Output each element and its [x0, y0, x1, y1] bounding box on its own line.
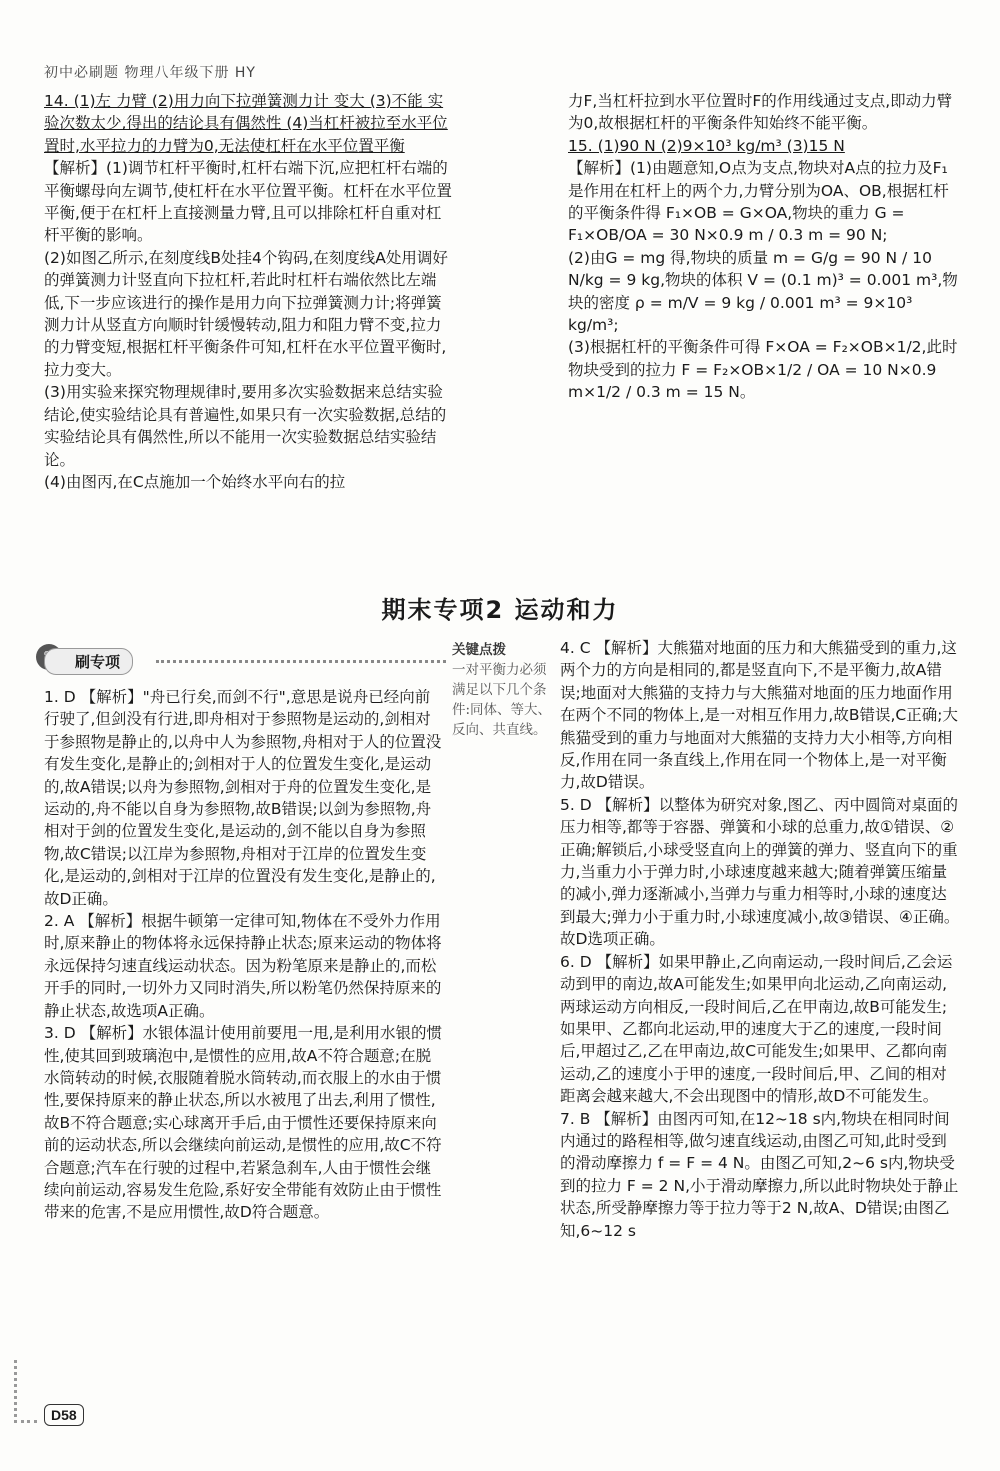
key-point-text: 一对平衡力必须满足以下几个条件:同体、等大、反向、共直线。: [452, 662, 552, 738]
answer-4: 4. C 【解析】大熊猫对地面的压力和大熊猫受到的重力,这两个力的方向是相同的,都是竖直向下,不是平衡力,故A错误;地面对大熊猫的支持力与大熊猫对地面的压力地面作用在两个不同的物体上,是一对相互作用力,故B错误,C正确;大熊猫受到的重力与地面对大熊猫的支持力大小相等,方向相反,作用在同一条直线上,作用在同一个物体上,是一对平衡力,故D错误。: [560, 639, 958, 792]
answer-15: 15. (1)90 N (2)9×10³ kg/m³ (3)15 N: [568, 136, 845, 155]
running-header: 初中必刷题 物理八年级下册 HY: [44, 65, 256, 81]
analysis-15-1: 【解析】(1)由题意知,O点为支点,物块对A点的拉力及F₁是作用在杠杆上的两个力,力臂分别为OA、OB,根据杠杆的平衡条件得 F₁×OB = G×OA,物块的重力 G = F₁×OB/OA = 30 N×0.9 m / 0.3 m = 90 N;: [568, 159, 949, 245]
analysis-14-cont: 力F,当杠杆拉到水平位置时F的作用线通过支点,即动力臂为0,故根据杠杆的平衡条件知始终不能平衡。: [568, 92, 953, 133]
analysis-14-2: (2)如图乙所示,在刻度线B处挂4个钩码,在刻度线A处用调好的弹簧测力计竖直向下拉杠杆,若此时杠杆右端依然比左端低,下一步应该进行的操作是用力向下拉弹簧测力计;将弹簧测力计从竖直方向顺时针缓慢转动,阻力和阻力臂不变,拉力的力臂变短,根据杠杆平衡条件可知,杠杆在水平位置平衡时,拉力变大。: [44, 248, 448, 379]
answer-5: 5. D 【解析】以整体为研究对象,图乙、丙中圆筒对桌面的压力相等,都等于容器、弹簧和小球的总重力,故①错误、②正确;解锁后,小球受竖直向上的弹簧的弹力、竖直向下的重力,当重力小于弹力时,小球速度越来越大;随着弹簧压缩量的减小,弹力逐渐减小,当弹力与重力相等时,小球的速度达到最大;弹力小于重力时,小球速度减小,故③错误、④正确。故D选项正确。: [560, 795, 960, 949]
analysis-14-4: (4)由图丙,在C点施加一个始终水平向右的拉: [44, 472, 346, 491]
analysis-14-1: 【解析】(1)调节杠杆平衡时,杠杆右端下沉,应把杠杆右端的平衡螺母向左调节,使杠杆在水平位置平衡。杠杆在水平位置平衡,便于在杠杆上直接测量力臂,且可以排除杠杆自重对杠杆平衡的影响。: [44, 159, 452, 245]
key-point-sidebar: [452, 640, 552, 740]
answer-7: 7. B 【解析】由图丙可知,在12~18 s内,物块在相同时间内通过的路程相等,做匀速直线运动,由图乙可知,此时受到的滑动摩擦力 f = F = 4 N。由图乙可知,2~6 s内,物块受到的拉力 F = 2 N,小于滑动摩擦力,所以此时物块处于静止状态,所受静摩擦力等于拉力等于2 N,故A、D错误;由图乙知,6~12 s: [560, 1109, 959, 1240]
right-column-top: [568, 90, 960, 404]
page-number: D58: [44, 1404, 84, 1426]
analysis-14-3: (3)用实验来探究物理规律时,要用多次实验数据来总结实验结论,使实验结论具有普遍性,如果只有一次实验数据,总结的实验结论具有偶然性,所以不能用一次实验数据总结实验结论。: [44, 383, 447, 469]
analysis-15-2: (2)由G = mg 得,物块的质量 m = G/g = 90 N / 10 N/kg = 9 kg,物块的体积 V = (0.1 m)³ = 0.001 m³,物块的密度 ρ = m/V = 9 kg / 0.001 m³ = 9×10³ kg/m³;: [568, 248, 958, 335]
left-column-top: [44, 90, 454, 493]
answer-3: 3. D 【解析】水银体温计使用前要甩一甩,是利用水银的惯性,使其回到玻璃泡中,是惯性的应用,故A不符合题意;在脱水筒转动的时候,衣服随着脱水筒转动,而衣服上的水由于惯性,要保持原来的静止状态,所以水被甩了出去,利用了惯性,故B不符合题意;实心球离开手后,由于惯性还要保持原来向前的运动状态,所以会继续向前运动,是惯性的应用,故C不符合题意;汽车在行驶的过程中,若紧急刹车,人由于惯性会继续向前运动,容易发生危险,系好安全带能有效防止由于惯性带来的危害,不是应用惯性,故D符合题意。: [44, 1024, 443, 1222]
section-title: 期末专项2 运动和力: [381, 596, 619, 624]
answer-2: 2. A 【解析】根据牛顿第一定律可知,物体在不受外力作用时,原来静止的物体将永远保持静止状态;原来运动的物体将永远保持匀速直线运动状态。因为粉笔原来是静止的,而松开手的同时,一切外力又同时消失,所以粉笔仍然保持原来的静止状态,故选项A正确。: [44, 912, 442, 1020]
analysis-15-3: (3)根据杠杆的平衡条件可得 F×OA = F₂×OB×1/2,此时物块受到的拉力 F = F₂×OB×1/2 / OA = 10 N×0.9 m×1/2 / 0.3 m = 15 N。: [568, 338, 958, 402]
answer-1: 1. D 【解析】"舟已行矣,而剑不行",意思是说舟已经向前行驶了,但剑没有行进,即舟相对于参照物是运动的,剑相对于参照物是静止的,以舟中人为参照物,舟相对于人的位置没有发生变化,是静止的;剑相对于人的位置发生变化,是运动的,故A错误;以舟为参照物,剑相对于舟的位置发生变化,是运动的,舟不能以自身为参照物,故B错误;以剑为参照物,舟相对于剑的位置发生变化,是运动的,剑不能以自身为参照物,故C错误;以江岸为参照物,舟相对于江岸的位置发生变化,是运动的,剑相对于江岸的位置没有发生变化,是静止的,故D正确。: [44, 688, 442, 908]
key-point-title: 关键点拨: [452, 642, 506, 658]
special-practice-badge: 刷专项: [44, 648, 133, 675]
right-column-bottom: [560, 637, 960, 1242]
left-column-bottom: [44, 686, 444, 1224]
corner-decoration: [14, 1360, 37, 1423]
answer-6: 6. D 【解析】如果甲静止,乙向南运动,一段时间后,乙会运动到甲的南边,故A可能发生;如果甲向北运动,乙向南运动,两球运动方向相反,一段时间后,乙在甲南边,故B可能发生;如果甲、乙都向北运动,甲的速度大于乙的速度,一段时间后,甲超过乙,乙在甲南边,故C可能发生;如果甲、乙都向南运动,乙的速度小于甲的速度,一段时间后,甲、乙间的相对距离会越来越大,不会出现图中的情形,故D不可能发生。: [560, 952, 953, 1106]
dotted-divider: [156, 660, 446, 663]
answer-14: 14. (1)左 力臂 (2)用力向下拉弹簧测力计 变大 (3)不能 实验次数太少,得出的结论具有偶然性 (4)当杠杆被拉至水平位置时,水平拉力的力臂为0,无法使杠杆在水平位置平衡: [44, 92, 448, 155]
